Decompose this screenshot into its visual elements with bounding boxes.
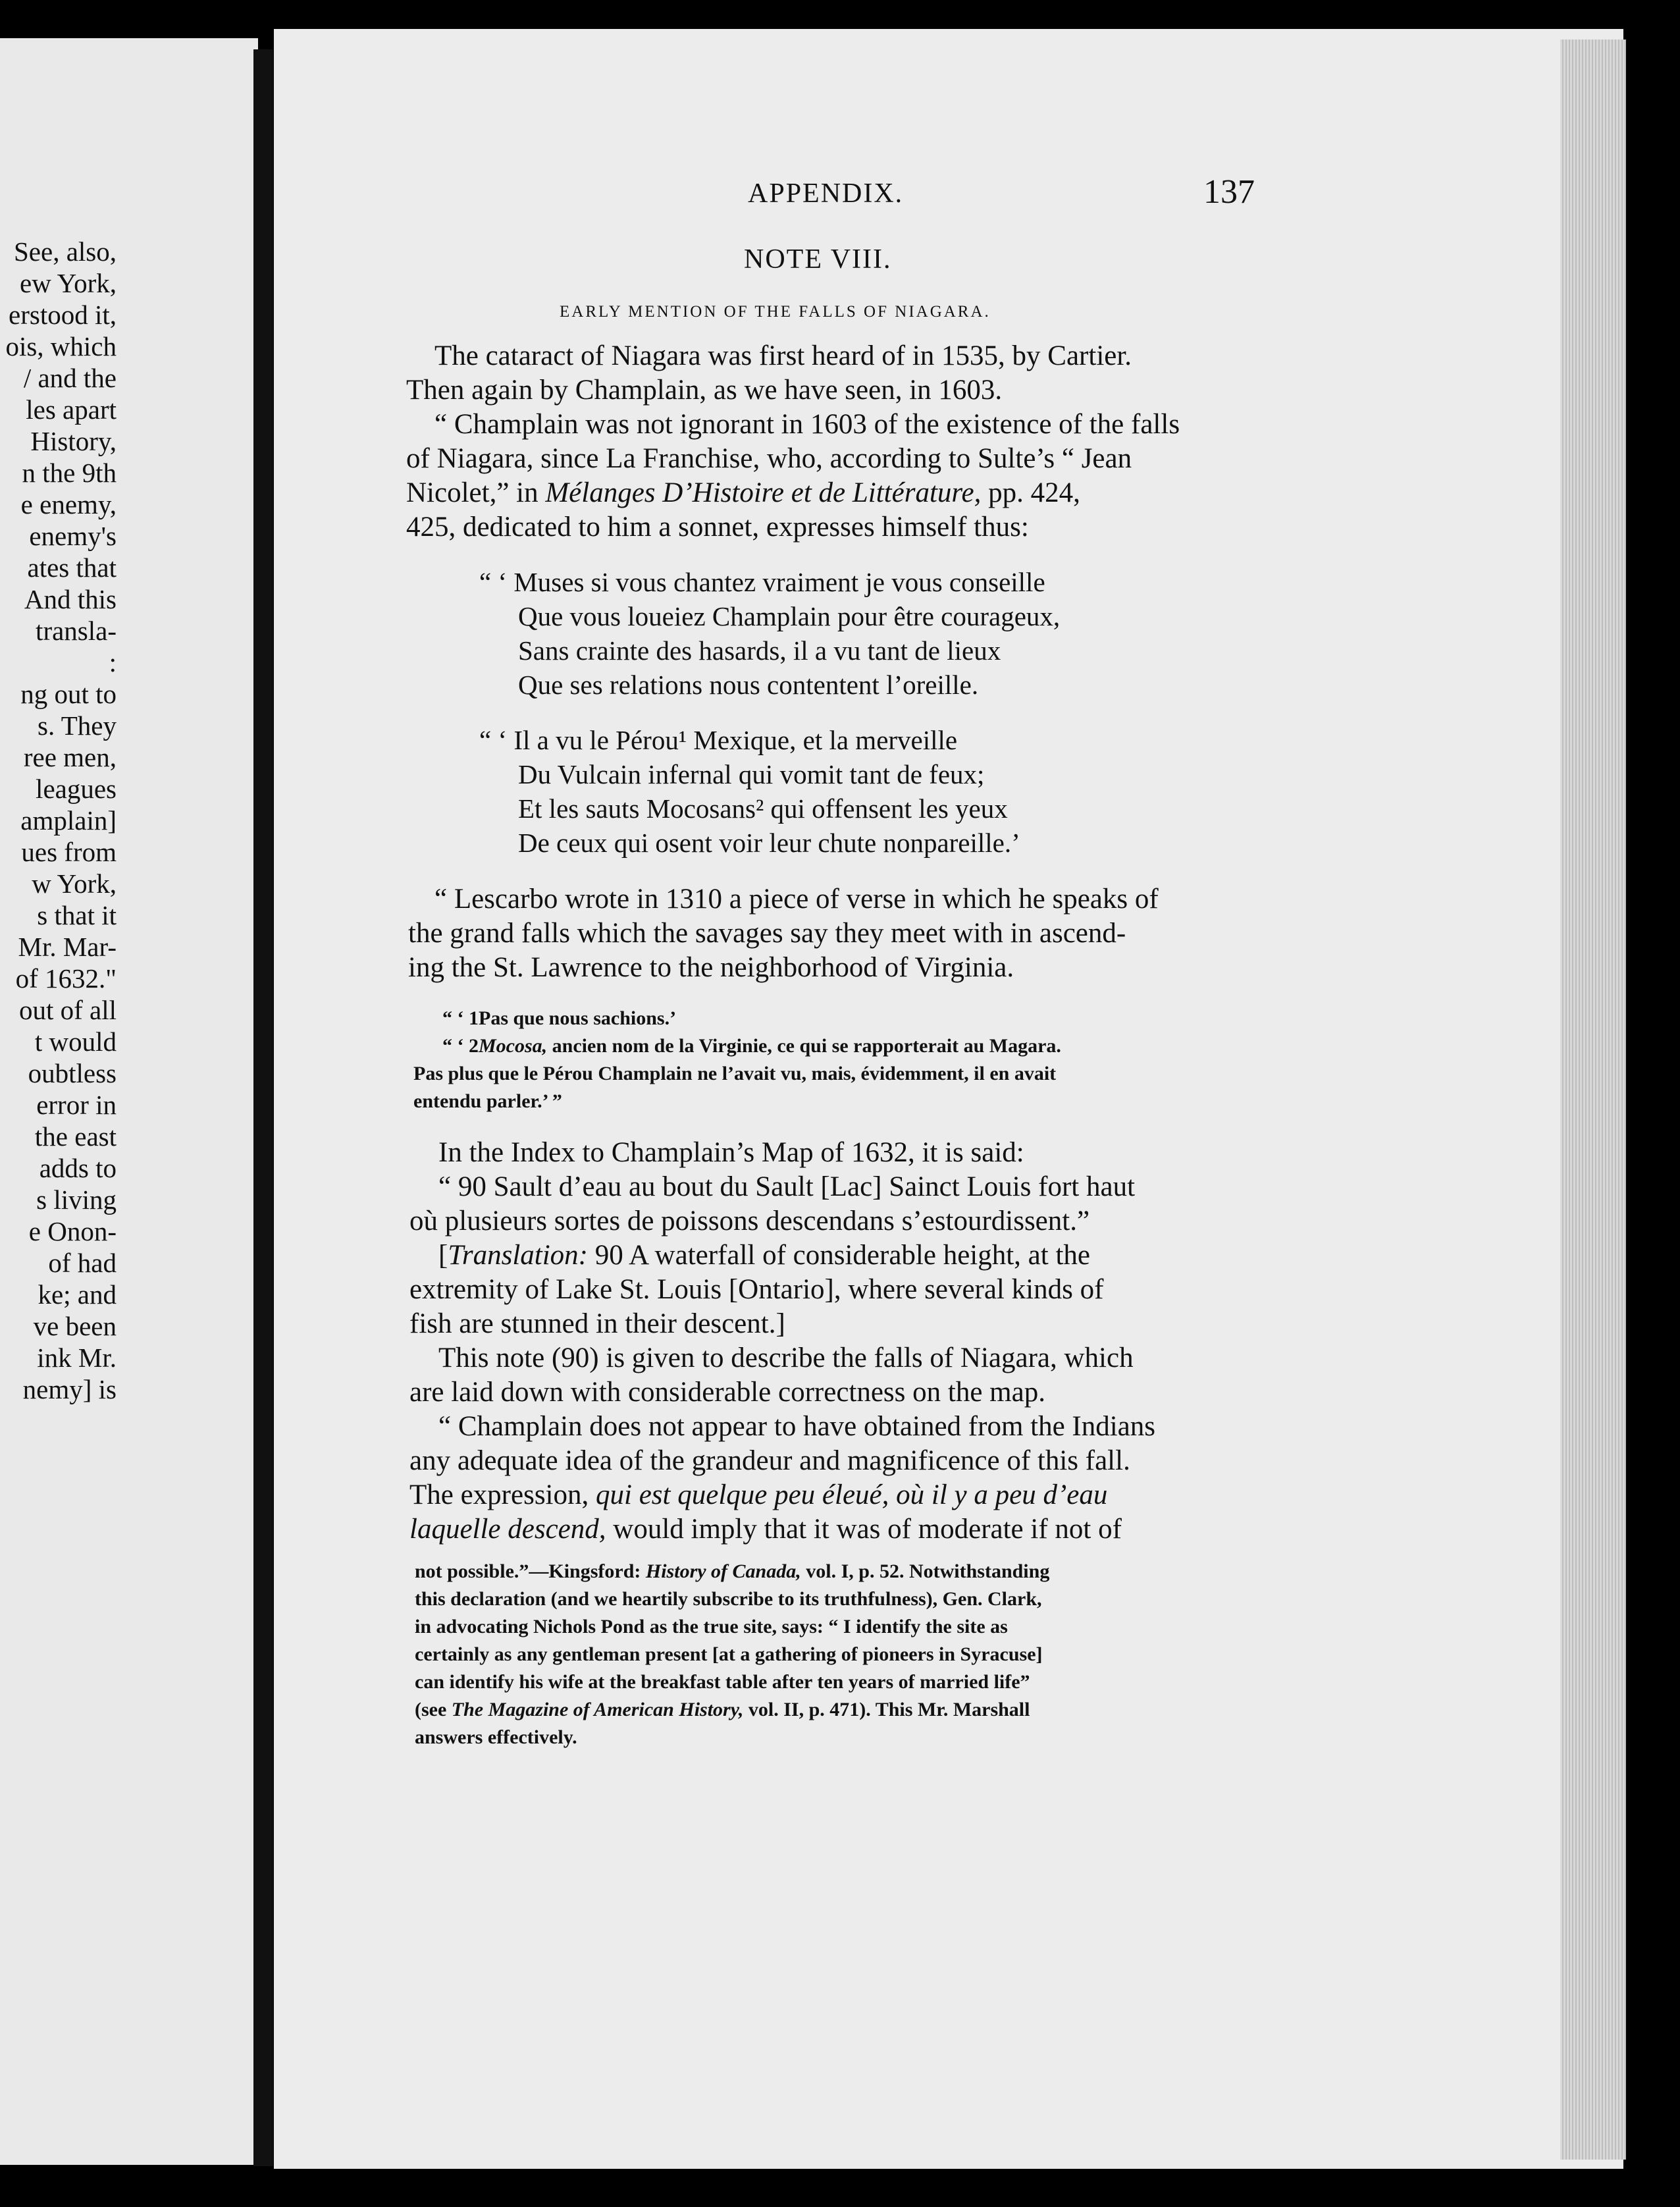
text-line: laquelle descend, would imply that it was of moderate if not of (409, 1514, 1122, 1545)
previous-page-line: enemy's (29, 521, 117, 551)
text-line: are laid down with considerable correctness on the map. (409, 1377, 1045, 1408)
page-number: 137 (1203, 173, 1255, 211)
previous-page-line: Mr. Mar- (18, 932, 117, 962)
text-line: [Translation: 90 A waterfall of considerable height, at the (438, 1240, 1090, 1271)
previous-page-line: History, (30, 426, 117, 456)
running-header: APPENDIX. (748, 178, 904, 209)
footnote-line: answers effectively. (415, 1726, 577, 1748)
book-gutter (253, 49, 273, 2166)
previous-page-line: amplain] (20, 805, 117, 836)
inner-footnote: Pas plus que le Pérou Champlain ne l’avait vu, mais, évidemment, il en avait (413, 1063, 1057, 1084)
text-line: The expression, qui est quelque peu éleué, où il y a peu d’eau (409, 1479, 1108, 1510)
previous-page-line: n the 9th (22, 458, 117, 488)
previous-page-line: w York, (32, 868, 117, 899)
text-line: Then again by Champlain, as we have seen, in 1603. (406, 375, 1003, 406)
previous-page-line: ree men, (23, 742, 117, 772)
previous-page-line: e enemy, (20, 489, 117, 519)
previous-page-line: s. They (38, 710, 117, 741)
verse-line: Du Vulcain infernal qui vomit tant de feux; (518, 759, 985, 789)
previous-page-line: ink Mr. (37, 1343, 117, 1373)
previous-page-line: adds to (39, 1153, 117, 1183)
footnote-line: not possible.”—Kingsford: History of Canada, vol. I, p. 52. Notwithstanding (415, 1560, 1050, 1582)
previous-page-line: / and the (23, 363, 117, 393)
text-line: In the Index to Champlain’s Map of 1632, it is said: (438, 1137, 1024, 1168)
verse-line: Et les sauts Mocosans² qui offensent les yeux (518, 793, 1008, 824)
previous-page-line: ve been (33, 1311, 117, 1341)
footnote-line: (see The Magazine of American History, vol. II, p. 471). This Mr. Marshall (415, 1699, 1030, 1720)
text-line: fish are stunned in their descent.] (409, 1308, 785, 1339)
text-line: “ 90 Sault d’eau au bout du Sault [Lac] Sainct Louis fort haut (438, 1171, 1136, 1202)
text-line: ing the St. Lawrence to the neighborhood of Virginia. (408, 952, 1014, 983)
previous-page-line: of 1632." (15, 963, 117, 994)
previous-page-line: leagues (36, 774, 117, 804)
previous-page-line: : (109, 647, 117, 678)
previous-page-line: the east (34, 1121, 117, 1152)
inner-footnote: entendu parler.’ ” (413, 1090, 562, 1112)
previous-page-line: oubtless (28, 1058, 117, 1088)
text-line: Nicolet,” in Mélanges D’Histoire et de Littérature, pp. 424, (406, 477, 1080, 508)
inner-footnote: “ ‘ 1Pas que nous sachions.’ (442, 1007, 677, 1029)
previous-page-line: error in (36, 1090, 117, 1120)
footnote-line: in advocating Nichols Pond as the true site, says: “ I identify the site as (415, 1616, 1008, 1637)
note-subtitle: EARLY MENTION OF THE FALLS OF NIAGARA. (560, 303, 991, 321)
verse-line: “ ‘ Il a vu le Pérou¹ Mexique, et la merveille (479, 725, 958, 755)
previous-page-line: ates that (27, 552, 117, 583)
text-line: “ Champlain does not appear to have obtained from the Indians (438, 1411, 1156, 1442)
previous-page-line: transla- (36, 616, 117, 646)
text-line: any adequate idea of the grandeur and magnificence of this fall. (409, 1445, 1130, 1476)
footnote-line: certainly as any gentleman present [at a gathering of pioneers in Syracuse] (415, 1643, 1043, 1665)
footnote-line: can identify his wife at the breakfast table after ten years of married life” (415, 1671, 1030, 1693)
text-line: the grand falls which the savages say they meet with in ascend- (408, 918, 1126, 949)
verse-line: Sans crainte des hasards, il a vu tant de lieux (518, 635, 1001, 666)
verse-line: “ ‘ Muses si vous chantez vraiment je vous conseille (479, 567, 1045, 597)
verse-line: Que vous loueiez Champlain pour être courageux, (518, 601, 1061, 631)
text-line: où plusieurs sortes de poissons descendans s’estourdissent.” (409, 1206, 1090, 1236)
text-line: The cataract of Niagara was first heard of in 1535, by Cartier. (434, 340, 1132, 371)
note-title: NOTE VIII. (744, 244, 892, 275)
previous-page-line: out of all (18, 995, 117, 1025)
previous-page-line: e Onon- (28, 1216, 117, 1246)
page-edges (1560, 40, 1626, 2160)
previous-page-line: les apart (26, 394, 117, 425)
previous-page-line: ng out to (20, 679, 117, 709)
previous-page-line: erstood it, (9, 300, 117, 330)
previous-page-line: ois, which (5, 331, 117, 361)
previous-page-line: nemy] is (22, 1374, 117, 1404)
previous-page-line: And this (24, 584, 117, 614)
previous-page-line: See, also, (14, 236, 117, 267)
previous-page-line: ke; and (38, 1279, 117, 1310)
previous-page-line: ues from (21, 837, 117, 867)
verse-line: De ceux qui osent voir leur chute nonpareille.’ (518, 828, 1020, 858)
text-line: “ Champlain was not ignorant in 1603 of the existence of the falls (434, 409, 1180, 440)
inner-footnote: “ ‘ 2Mocosa, ancien nom de la Virginie, ce qui se rapporterait au Magara. (442, 1035, 1061, 1057)
previous-page (0, 38, 258, 2165)
text-line: This note (90) is given to describe the falls of Niagara, which (438, 1343, 1134, 1373)
text-line: of Niagara, since La Franchise, who, according to Sulte’s “ Jean (406, 443, 1132, 474)
previous-page-line: s living (36, 1184, 117, 1215)
text-line: 425, dedicated to him a sonnet, expresses himself thus: (406, 512, 1029, 543)
previous-page-line: t would (34, 1026, 117, 1057)
previous-page-line: ew York, (20, 268, 117, 298)
verse-line: Que ses relations nous contentent l’oreille. (518, 670, 979, 700)
previous-page-line: s that it (37, 900, 117, 930)
text-line: “ Lescarbo wrote in 1310 a piece of verse in which he speaks of (434, 884, 1159, 915)
text-line: extremity of Lake St. Louis [Ontario], where several kinds of (409, 1274, 1104, 1305)
previous-page-line: of had (48, 1248, 117, 1278)
footnote-line: this declaration (and we heartily subscribe to its truthfulness), Gen. Clark, (415, 1588, 1042, 1610)
